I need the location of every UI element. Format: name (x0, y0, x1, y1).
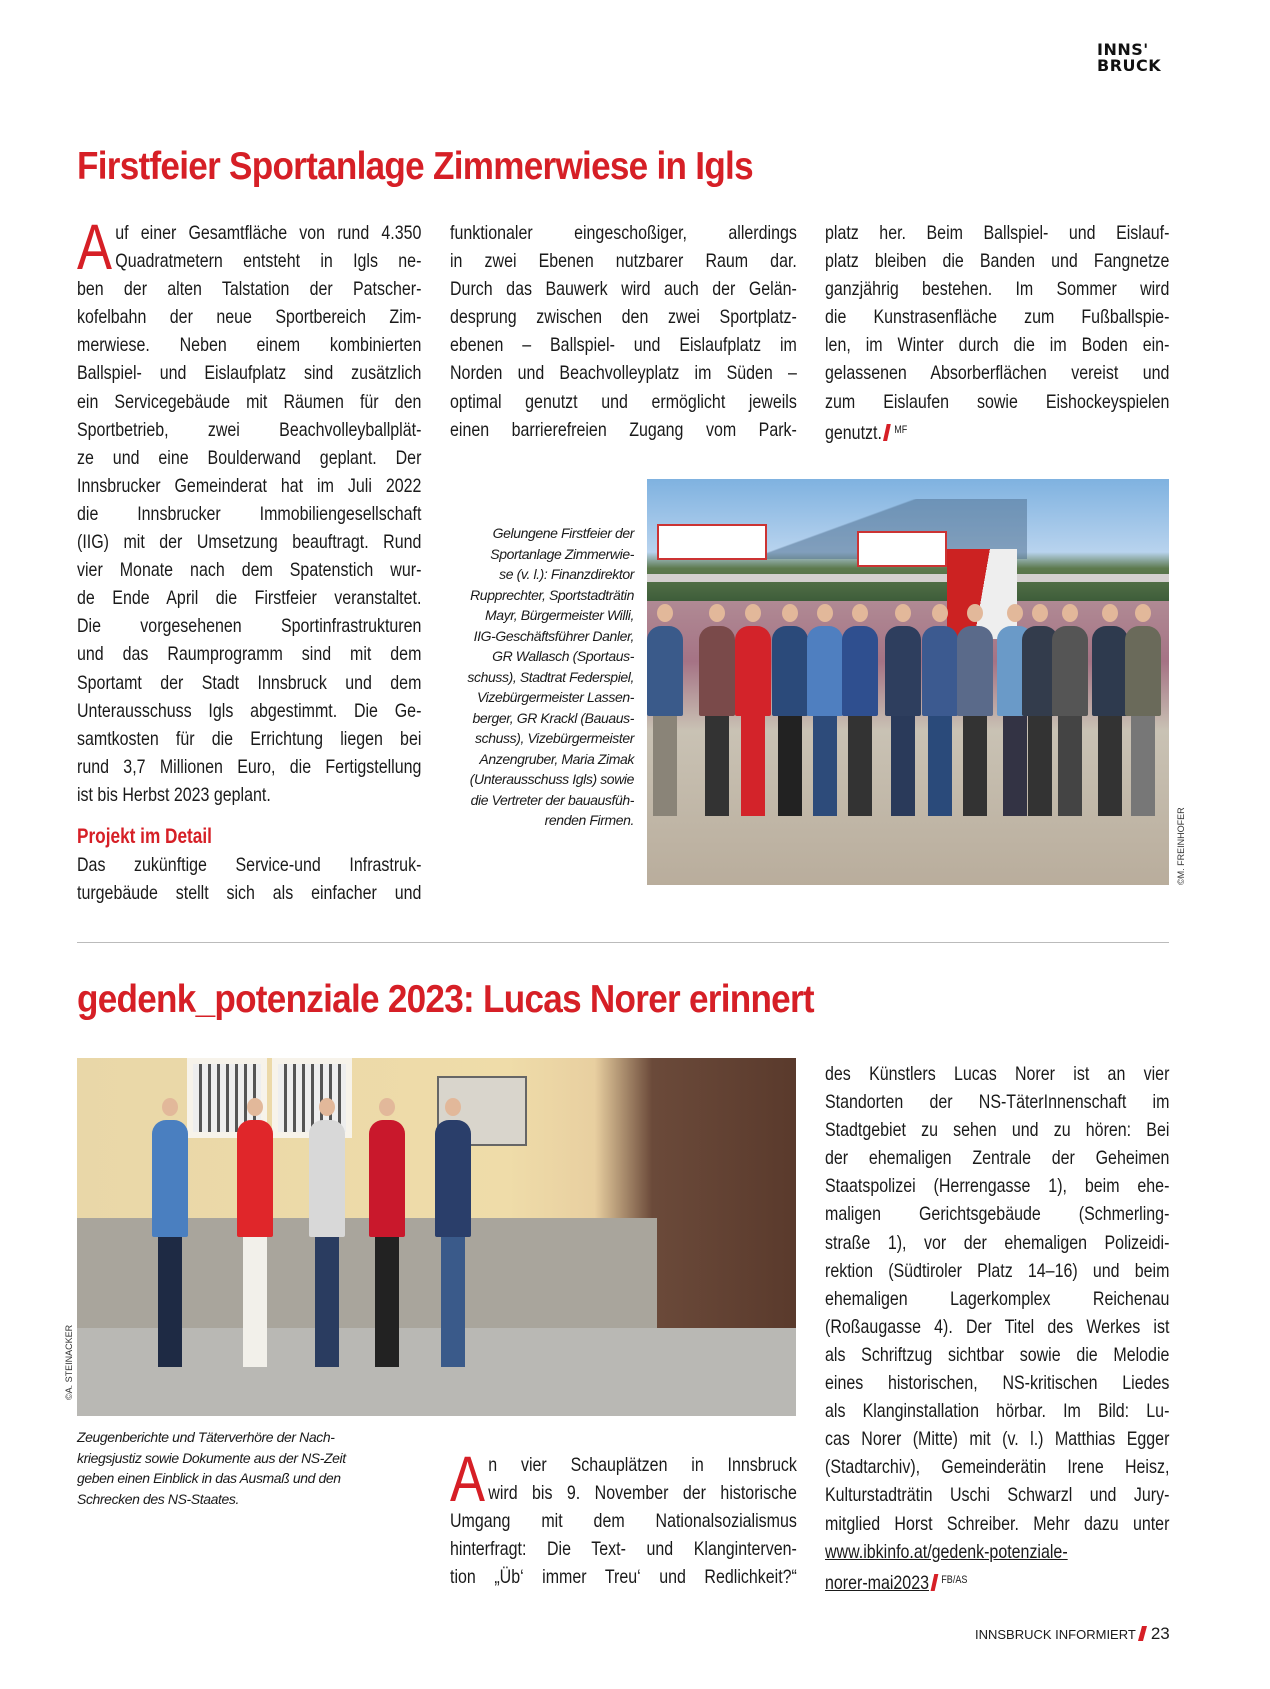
person-head (1032, 604, 1048, 622)
text-line: IIG-Geschäftsführer Danler, (473, 627, 634, 644)
person-legs (891, 716, 915, 816)
text-line: einen barrierefreien Zugang vom Park- (450, 418, 797, 441)
person (957, 626, 993, 716)
person-head (379, 1098, 395, 1116)
text-line: Das zukünftige Service-und Infrastruk- (77, 853, 422, 876)
text-line: Durch das Bauwerk wird auch der Gelän- (450, 278, 797, 301)
text-line: Rupprechter, Sportstadträtin (470, 586, 634, 603)
text-line: tion „Üb‘ immer Treu‘ und Redlichkeit?“ (450, 1566, 797, 1589)
text-line: Innsbrucker Gemeinderat hat im Juli 2022 (77, 474, 422, 497)
text-line: des Künstlers Lucas Norer ist an vier (825, 1063, 1170, 1085)
person (237, 1120, 273, 1237)
person-head (657, 604, 673, 622)
text-line: eines historischen, NS-kritischen Liedes (825, 1372, 1170, 1395)
text-line: Kulturstadträtin Uschi Schwarzl und Jury- (825, 1484, 1170, 1507)
person (885, 626, 921, 716)
text-line: len, im Winter durch die im Boden ein- (825, 334, 1170, 357)
text-line: (Roßaugasse 4). Der Titel des Werkes ist (825, 1315, 1170, 1338)
person-legs (158, 1237, 182, 1367)
text-line: Unterausschuss Igls abgestimmt. Die Ge- (77, 699, 422, 722)
person-head (932, 604, 948, 622)
person (647, 626, 683, 716)
person-legs (1028, 716, 1052, 816)
text-line: zum Eislaufen sowie Eishockeyspielen (825, 390, 1170, 413)
article1-column-2 (450, 219, 797, 444)
person-legs (315, 1237, 339, 1367)
person (435, 1120, 471, 1237)
person-legs (741, 716, 765, 816)
person-head (895, 604, 911, 622)
text-line: Vizebürgermeister Lassen- (476, 689, 634, 705)
photo1-credit: ©M. FREINHOFER (1176, 807, 1186, 885)
text-line: Staatspolizei (Herrengasse 1), beim ehe- (825, 1175, 1170, 1198)
person-legs (653, 716, 677, 816)
photo2-caption (77, 1427, 346, 1509)
text-line: Umgang mit dem Nationalsozialismus (450, 1510, 797, 1533)
article1-title: Firstfeier Sportanlage Zimmerwiese in Igls (77, 145, 753, 188)
text-line: ein Servicegebäude mit Räumen für den (77, 390, 422, 413)
text-line: ze und eine Boulderwand geplant. Der (77, 446, 422, 469)
text-line: gelassenen Absorberflächen vereist und (825, 362, 1170, 385)
person (1092, 626, 1128, 716)
person-legs (813, 716, 837, 816)
person-head (162, 1098, 178, 1116)
person (152, 1120, 188, 1237)
person-head (247, 1098, 263, 1116)
text-line: desprung zwischen den zwei Sportplatz- (450, 306, 797, 329)
slash-icon (930, 1574, 938, 1591)
person-legs (441, 1237, 465, 1367)
text-line: Norden und Beachvolleyplatz im Süden – (450, 362, 797, 385)
person-head (745, 604, 761, 622)
article2-column-3 (825, 1060, 1169, 1597)
person-legs (1131, 716, 1155, 816)
text-line: Gelungene Firstfeier der (492, 525, 634, 541)
text-line: schuss), Vizebürgermeister (475, 730, 634, 746)
text-line: als Schriftzug sichtbar sowie die Melodie (825, 1343, 1170, 1366)
person-head (1135, 604, 1151, 622)
article1-column-3: platz her. Beim Ballspiel- und Eislauf- platz bleiben die Banden und Fangnetze ganzjährig bestehen. Im Sommer wird die Kunstrasenfläche zum Fußballspie- len, im Winter durch die im Boden ein- gelassenen Absorberflächen vereist und zum Eislaufen sowie Eishockeyspielen genutzt. $^{MF}$ (825, 219, 1169, 447)
text-line: Anzengruber, Maria Zimak (479, 750, 634, 767)
text-line: die Vertreter der bauausfüh- (470, 791, 634, 808)
text-line: Die vorgesehenen Sportinfrastrukturen (77, 615, 422, 638)
text-line: n vier Schauplätzen in Innsbruck (488, 1454, 797, 1476)
person (922, 626, 958, 716)
photo1-caption (440, 523, 634, 831)
article2-title: gedenk_potenziale 2023: Lucas Norer erinnert (77, 978, 814, 1021)
text-line: rektion (Südtiroler Platz 14–16) und beim (825, 1259, 1170, 1282)
text-line: se (v. l.): Finanzdirektor (499, 566, 634, 582)
photo-lucas-norer-group (77, 1058, 796, 1416)
ibkinfo-link[interactable]: www.ibkinfo.at/gedenk-potenziale- (825, 1540, 1068, 1563)
text-line: ganzjährig bestehen. Im Sommer wird (825, 278, 1170, 301)
person-legs (705, 716, 729, 816)
person-legs (778, 716, 802, 816)
person (1052, 626, 1088, 716)
person-head (445, 1098, 461, 1116)
ibkinfo-link-continued[interactable]: norer-mai2023 (825, 1571, 929, 1594)
person (807, 626, 843, 716)
person-head (1007, 604, 1023, 622)
person-legs (848, 716, 872, 816)
text-line: kofelbahn der neue Sportbereich Zim- (77, 306, 422, 329)
text-line: in zwei Ebenen nutzbarer Raum dar. (450, 250, 797, 273)
text-line: Sportanlage Zimmerwie- (490, 545, 634, 562)
text-line: als Klanginstallation hörbar. Im Bild: Lu- (825, 1400, 1170, 1423)
person-head (709, 604, 725, 622)
text-line: schuss), Stadtrat Federspiel, (467, 668, 634, 685)
person-head (817, 604, 833, 622)
slash-icon (1138, 1626, 1147, 1641)
text-line: hinterfragt: Die Text- und Klanginterven- (450, 1538, 797, 1561)
text-line: wird bis 9. November der historische (488, 1482, 797, 1505)
text-line: ist bis Herbst 2023 geplant. (77, 783, 271, 806)
text-line: geben einen Einblick in das Ausmaß und den (77, 1470, 341, 1486)
person (1125, 626, 1161, 716)
text-line: die Kunstrasenfläche zum Fußballspie- (825, 306, 1170, 329)
text-line: (Unterausschuss Igls) sowie (469, 771, 634, 787)
person (842, 626, 878, 716)
text-line: kriegsjustiz sowie Dokumente aus der NS-Zeit (77, 1449, 346, 1466)
article2-column-2 (450, 1443, 797, 1591)
text-line: Stadtgebiet zu sehen und zu hören: Bei (825, 1119, 1170, 1142)
text-line: optimal genutzt und ermöglicht jeweils (450, 390, 797, 413)
text-line: ehemaligen Lagerkomplex Reichenau (825, 1287, 1170, 1310)
author-signature: MF (894, 423, 908, 436)
text-line: ebenen – Ballspiel- und Eislaufplatz im (450, 334, 797, 357)
text-line: uf einer Gesamtfläche von rund 4.350 (115, 222, 422, 244)
text-line: der ehemaligen Zentrale der Geheimen (825, 1147, 1170, 1170)
text-line: samtkosten für die Errichtung liegen bei (77, 727, 422, 750)
text-line: berger, GR Krackl (Bauaus- (472, 709, 634, 726)
text-line: de Ende April die Firstfeier veranstaltet. (77, 587, 422, 610)
text-line: turgebäude stellt sich als einfacher und (77, 882, 422, 905)
person-legs (375, 1237, 399, 1367)
person-head (967, 604, 983, 622)
text-line: Zeugenberichte und Täterverhöre der Nach- (77, 1429, 335, 1445)
drop-cap: A (450, 1443, 486, 1515)
text-line: platz her. Beim Ballspiel- und Eislauf- (825, 222, 1170, 244)
text-line: merwiese. Neben einem kombinierten (77, 334, 422, 357)
person (735, 626, 771, 716)
person-head (852, 604, 868, 622)
text-line: vier Monate nach dem Spatenstich wur- (77, 559, 422, 582)
text-line: straße 1), vor der ehemaligen Polizeidi- (825, 1231, 1170, 1254)
person (699, 626, 735, 716)
text-line: Mayr, Bürgermeister Willi, (485, 607, 634, 623)
text-line: die Innsbrucker Immobiliengesellschaft (77, 502, 422, 525)
text-line: maligen Gerichtsgebäude (Schmerling- (825, 1203, 1170, 1226)
text-line: Sportamt der Stadt Innsbruck und dem (77, 671, 422, 694)
subheading: Projekt im Detail (77, 824, 212, 848)
photo-firstfeier-group (647, 479, 1169, 885)
text-line: Ballspiel- und Eislaufplatz sind zusätzlich (77, 362, 422, 385)
text-line: (Stadtarchiv), Gemeinderätin Irene Heisz, (825, 1456, 1170, 1479)
person (309, 1120, 345, 1237)
page-footer (975, 1624, 1170, 1644)
text-line: mitglied Horst Schreiber. Mehr dazu unter (825, 1512, 1170, 1535)
person-legs (928, 716, 952, 816)
slash-icon (883, 424, 891, 441)
text-line: Sportbetrieb, zwei Beachvolleyballplät- (77, 418, 422, 441)
person-head (1062, 604, 1078, 622)
text-line: GR Wallasch (Sportaus- (492, 648, 634, 664)
author-signature: FB/AS (941, 1573, 968, 1586)
person-head (1102, 604, 1118, 622)
text-line: Schrecken des NS-Staates. (77, 1490, 239, 1507)
text-line: und das Raumprogramm sind mit dem (77, 643, 422, 666)
innsbruck-logo: INNS' BRUCK (1097, 40, 1162, 75)
person-legs (1003, 716, 1027, 816)
section-divider (77, 942, 1169, 943)
photo2-credit: ©A. STEINACKER (64, 1324, 74, 1400)
text-line: renden Firmen. (544, 812, 634, 828)
publication-name: INNSBRUCK INFORMIERT (975, 1627, 1136, 1642)
person-head (319, 1098, 335, 1116)
text-line: funktionaler eingeschoßiger, allerdings (450, 222, 797, 244)
person (369, 1120, 405, 1237)
page-number: 23 (1150, 1624, 1170, 1643)
person-legs (1058, 716, 1082, 816)
text-line: rund 3,7 Millionen Euro, die Fertigstellung (77, 755, 422, 778)
person-legs (963, 716, 987, 816)
text-line: cas Norer (Mitte) mit (v. l.) Matthias Egger (825, 1428, 1170, 1451)
text-line: Standorten der NS-TäterInnenschaft im (825, 1091, 1170, 1114)
person-legs (1098, 716, 1122, 816)
drop-cap: A (77, 211, 113, 283)
person (772, 626, 808, 716)
person-legs (243, 1237, 267, 1367)
text-line: platz bleiben die Banden und Fangnetze (825, 250, 1170, 273)
article1-column-1 (77, 211, 422, 907)
text-line: Quadratmetern entsteht in Igls ne- (115, 250, 422, 273)
text-line: (IIG) mit der Umsetzung beauftragt. Rund (77, 531, 422, 554)
person-head (782, 604, 798, 622)
text-line: ben der alten Talstation der Patscher- (77, 278, 422, 301)
